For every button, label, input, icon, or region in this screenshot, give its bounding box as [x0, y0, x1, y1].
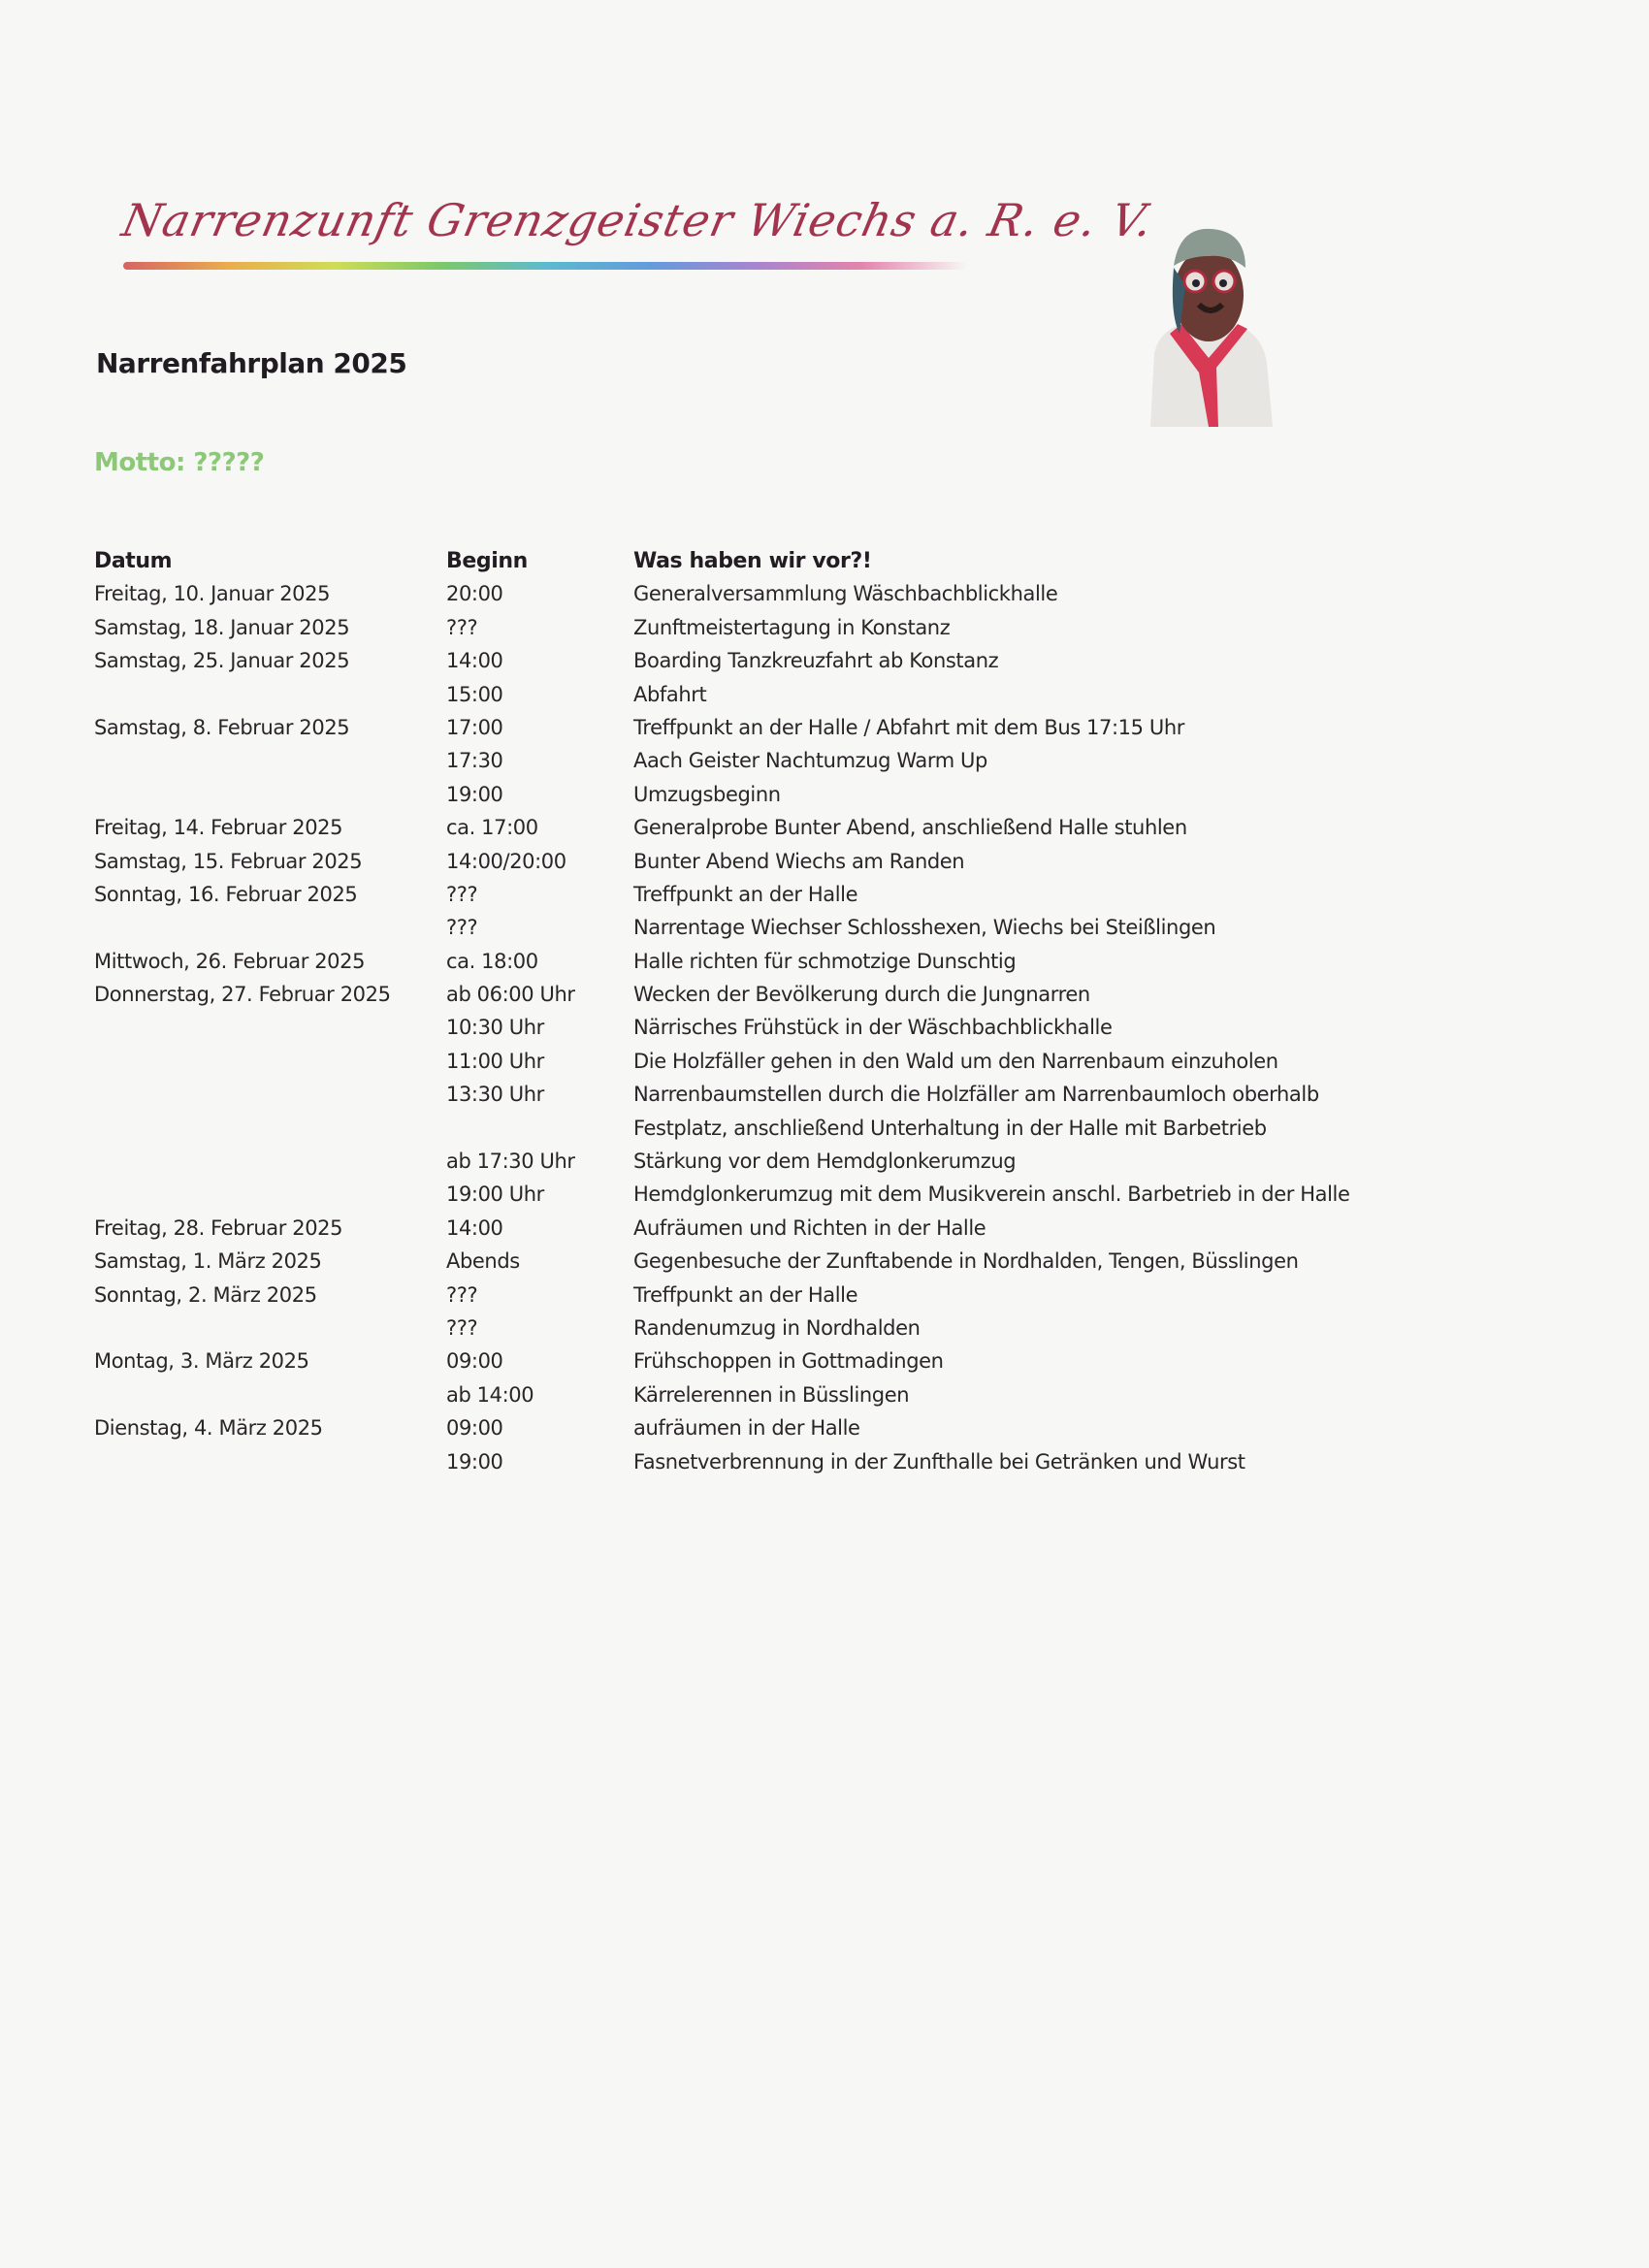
activity-cell: Randenumzug in Nordhalden [633, 1315, 921, 1340]
page-title: Narrenfahrplan 2025 [96, 347, 407, 379]
start-cell: 15:00 [446, 682, 503, 706]
activity-cell: Bunter Abend Wiechs am Randen [633, 849, 965, 873]
start-cell: 19:00 [446, 782, 503, 806]
activity-cell: Festplatz, anschließend Unterhaltung in der Halle mit Barbetrieb [633, 1116, 1267, 1140]
activity-cell: aufräumen in der Halle [633, 1416, 860, 1441]
date-cell: Samstag, 18. Januar 2025 [94, 615, 350, 639]
start-cell: 14:00/20:00 [446, 849, 566, 873]
start-cell: 17:30 [446, 749, 503, 773]
start-cell: 10:30 Uhr [446, 1016, 544, 1040]
date-cell: Samstag, 1. März 2025 [94, 1249, 322, 1274]
date-cell: Freitag, 10. Januar 2025 [94, 582, 331, 606]
date-cell: Freitag, 14. Februar 2025 [94, 816, 343, 840]
column-header-date: Datum [94, 549, 173, 573]
date-cell: Freitag, 28. Februar 2025 [94, 1215, 343, 1240]
start-cell: ??? [446, 882, 478, 906]
logo-text: Narrenzunft Grenzgeister Wiechs a. R. e. V. [117, 194, 1158, 246]
activity-cell: Treffpunkt an der Halle [633, 882, 858, 906]
club-logo [117, 194, 1158, 281]
activity-cell: Hemdglonkerumzug mit dem Musikverein anschl. Barbetrieb in der Halle [633, 1183, 1350, 1207]
activity-cell: Kärrelerennen in Büsslingen [633, 1382, 910, 1407]
start-cell: 13:30 Uhr [446, 1083, 544, 1107]
start-cell: 09:00 [446, 1416, 503, 1441]
start-cell: ab 17:30 Uhr [446, 1150, 575, 1174]
start-cell: 14:00 [446, 1215, 503, 1240]
activity-cell: Zunftmeistertagung in Konstanz [633, 615, 951, 639]
date-cell: Samstag, 25. Januar 2025 [94, 649, 350, 673]
start-cell: ca. 17:00 [446, 816, 538, 840]
start-cell: Abends [446, 1249, 520, 1274]
start-cell: 17:00 [446, 715, 503, 739]
date-cell: Donnerstag, 27. Februar 2025 [94, 983, 391, 1007]
start-cell: ab 06:00 Uhr [446, 983, 575, 1007]
column-header-activity: Was haben wir vor?! [633, 549, 872, 573]
activity-cell: Generalversammlung Wäschbachblickhalle [633, 582, 1058, 606]
start-cell: ??? [446, 615, 478, 639]
date-cell: Samstag, 8. Februar 2025 [94, 715, 350, 739]
start-cell: 19:00 [446, 1449, 503, 1474]
activity-cell: Stärkung vor dem Hemdglonkerumzug [633, 1150, 1017, 1174]
date-cell: Mittwoch, 26. Februar 2025 [94, 949, 366, 973]
mascot-image [1141, 227, 1277, 427]
activity-cell: Gegenbesuche der Zunftabende in Nordhalden, Tengen, Büsslingen [633, 1249, 1299, 1274]
activity-cell: Wecken der Bevölkerung durch die Jungnarren [633, 983, 1090, 1007]
date-cell: Montag, 3. März 2025 [94, 1349, 309, 1374]
start-cell: ??? [446, 1315, 478, 1340]
activity-cell: Die Holzfäller gehen in den Wald um den Narrenbaum einzuholen [633, 1049, 1278, 1073]
activity-cell: Boarding Tanzkreuzfahrt ab Konstanz [633, 649, 999, 673]
activity-cell: Närrisches Frühstück in der Wäschbachblickhalle [633, 1016, 1113, 1040]
activity-cell: Narrentage Wiechser Schlosshexen, Wiechs bei Steißlingen [633, 916, 1216, 940]
start-cell: ??? [446, 1282, 478, 1307]
start-cell: ??? [446, 916, 478, 940]
start-cell: 20:00 [446, 582, 503, 606]
activity-cell: Umzugsbeginn [633, 782, 781, 806]
start-cell: 11:00 Uhr [446, 1049, 544, 1073]
start-cell: ca. 18:00 [446, 949, 538, 973]
date-cell: Sonntag, 16. Februar 2025 [94, 882, 358, 906]
start-cell: 09:00 [446, 1349, 503, 1374]
activity-cell: Aach Geister Nachtumzug Warm Up [633, 749, 987, 773]
date-cell: Sonntag, 2. März 2025 [94, 1282, 317, 1307]
start-cell: ab 14:00 [446, 1382, 534, 1407]
activity-cell: Narrenbaumstellen durch die Holzfäller am Narrenbaumloch oberhalb [633, 1083, 1319, 1107]
rainbow-stroke [123, 262, 967, 270]
activity-cell: Halle richten für schmotzige Dunschtig [633, 949, 1017, 973]
column-header-start: Beginn [446, 549, 528, 573]
date-cell: Samstag, 15. Februar 2025 [94, 849, 363, 873]
start-cell: 19:00 Uhr [446, 1183, 544, 1207]
date-cell: Dienstag, 4. März 2025 [94, 1416, 323, 1441]
activity-cell: Fasnetverbrennung in der Zunfthalle bei Getränken und Wurst [633, 1449, 1245, 1474]
activity-cell: Aufräumen und Richten in der Halle [633, 1215, 986, 1240]
activity-cell: Abfahrt [633, 682, 707, 706]
motto: Motto: ????? [94, 448, 265, 477]
activity-cell: Treffpunkt an der Halle [633, 1282, 858, 1307]
activity-cell: Treffpunkt an der Halle / Abfahrt mit dem Bus 17:15 Uhr [633, 715, 1184, 739]
activity-cell: Frühschoppen in Gottmadingen [633, 1349, 944, 1374]
start-cell: 14:00 [446, 649, 503, 673]
activity-cell: Generalprobe Bunter Abend, anschließend Halle stuhlen [633, 816, 1187, 840]
